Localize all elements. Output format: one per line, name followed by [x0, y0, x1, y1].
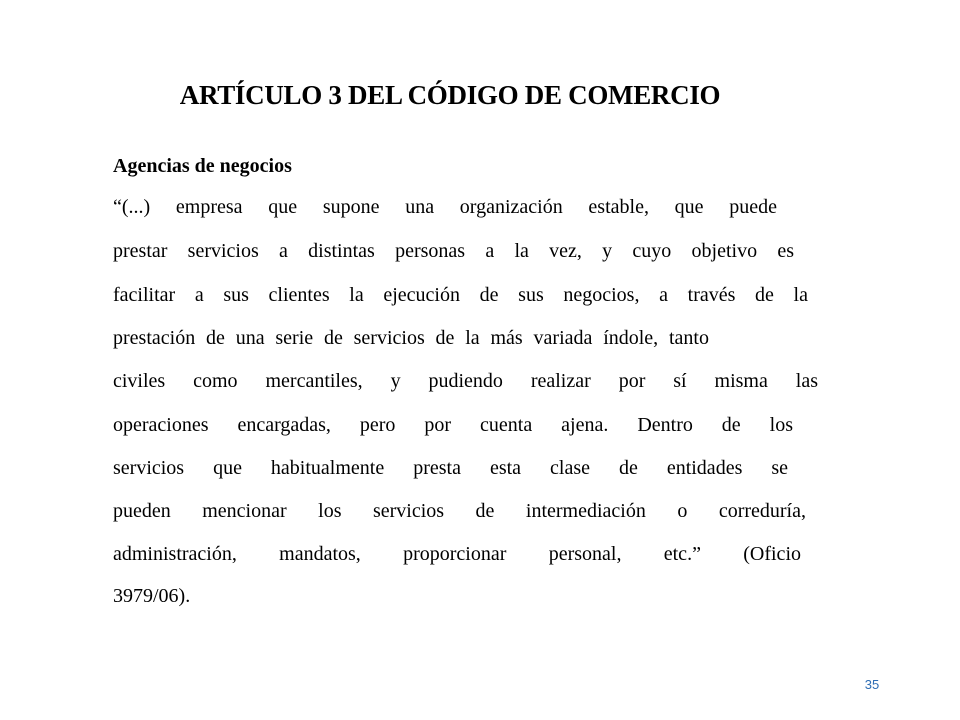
body-line: operaciones encargadas, pero por cuenta ajena. Dentro de los	[113, 414, 793, 436]
body-line: 3979/06).	[113, 585, 191, 607]
body-line: administración, mandatos, proporcionar personal, etc.” (Oficio	[113, 543, 801, 565]
body-line: facilitar a sus clientes la ejecución de sus negocios, a través de la	[113, 284, 808, 306]
page-number: 35	[864, 677, 880, 692]
body-line: servicios que habitualmente presta esta clase de entidades se	[113, 457, 788, 479]
body-line: “(...) empresa que supone una organización estable, que puede	[113, 196, 777, 218]
body-line: pueden mencionar los servicios de intermediación o correduría,	[113, 500, 806, 522]
section-subheading: Agencias de negocios	[113, 155, 292, 177]
body-line: prestar servicios a distintas personas a la vez, y cuyo objetivo es	[113, 240, 794, 262]
body-line: prestación de una serie de servicios de la más variada índole, tanto	[113, 327, 709, 349]
body-line: civiles como mercantiles, y pudiendo realizar por sí misma las	[113, 370, 818, 392]
slide-title: ARTÍCULO 3 DEL CÓDIGO DE COMERCIO	[179, 80, 721, 110]
